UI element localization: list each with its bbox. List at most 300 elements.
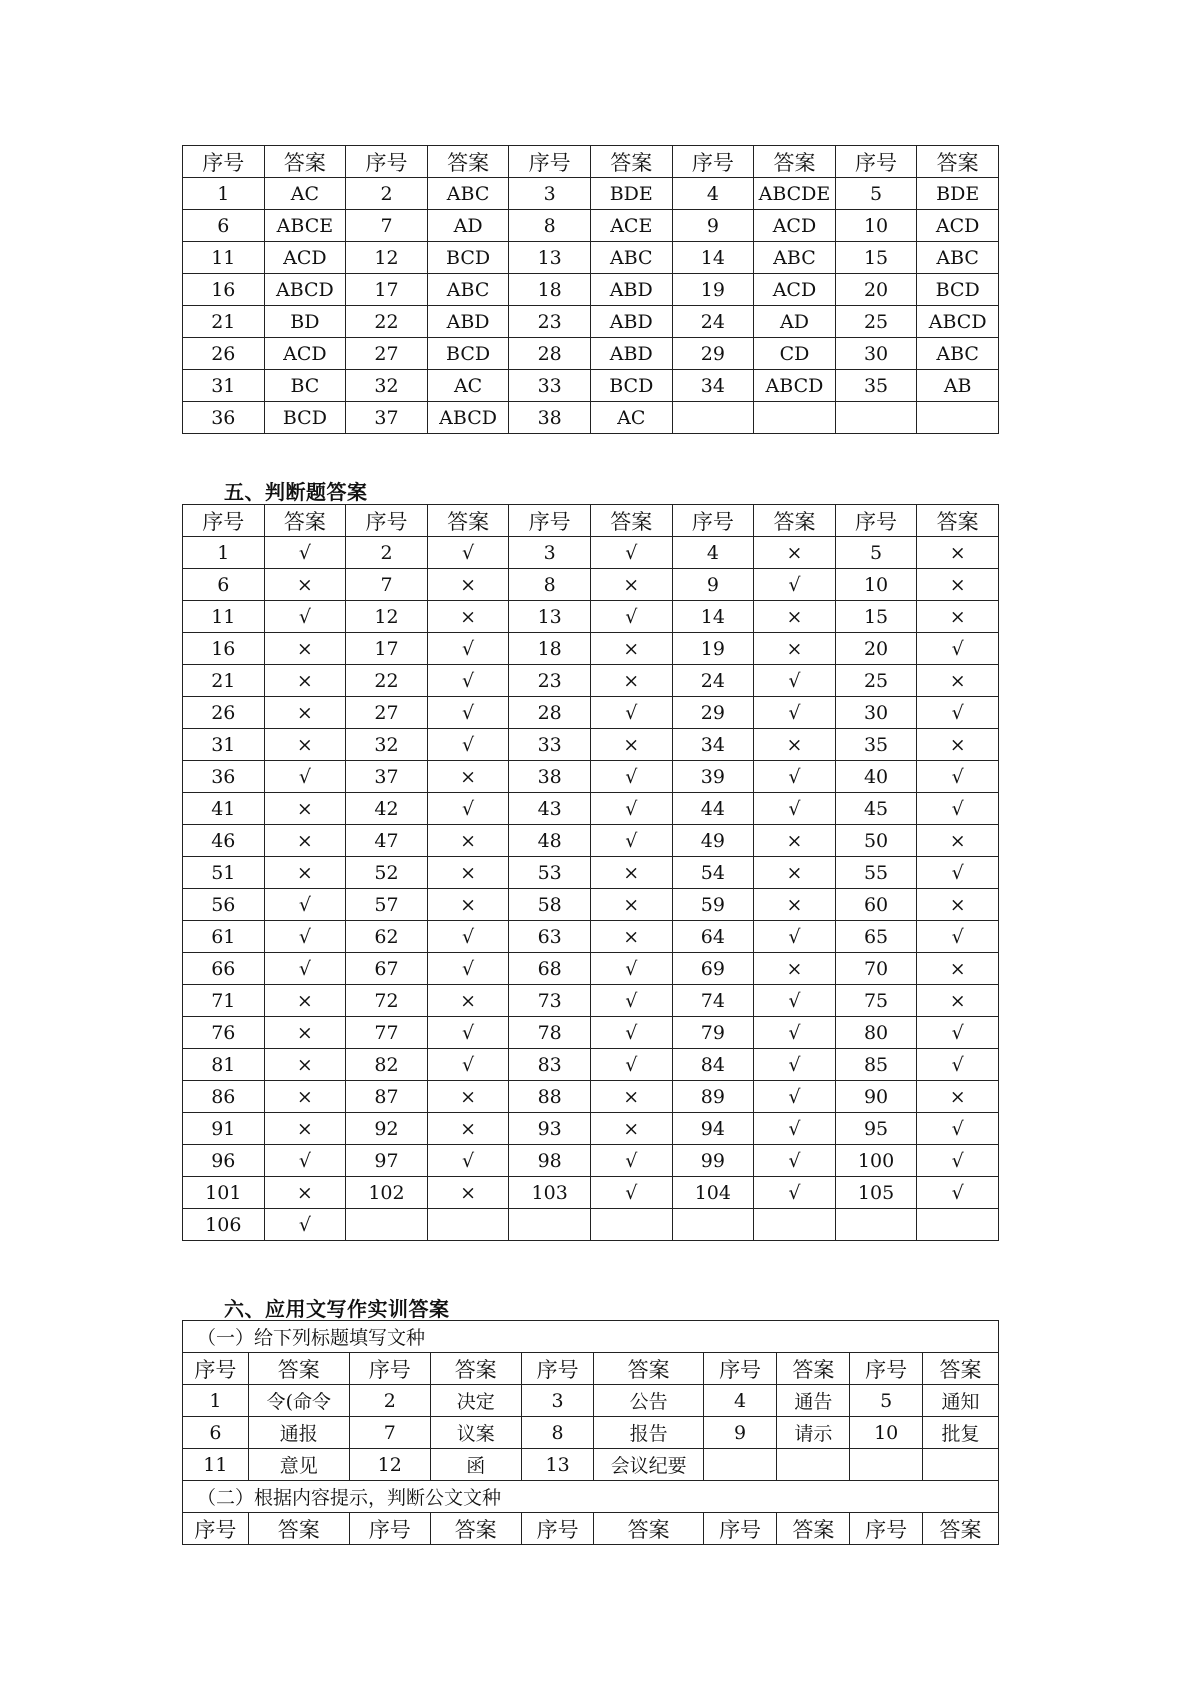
header-number: 序号: [850, 1353, 923, 1385]
answer-cell: ACD: [754, 274, 836, 306]
header-number: 序号: [521, 1513, 594, 1545]
question-number-cell: 43: [509, 793, 591, 825]
answer-cell: ×: [264, 985, 346, 1017]
header-answer: 答案: [754, 505, 836, 537]
question-number-cell: 53: [509, 857, 591, 889]
table-row: [183, 921, 999, 953]
answer-cell: √: [427, 537, 509, 569]
header-answer: 答案: [777, 1353, 850, 1385]
header-answer: 答案: [430, 1513, 521, 1545]
table-row: [183, 793, 999, 825]
answer-cell: ×: [917, 729, 999, 761]
part1-title-row: [183, 1321, 999, 1353]
answer-cell: 批复: [923, 1417, 999, 1449]
answer-cell: ×: [917, 825, 999, 857]
answer-cell: ABC: [427, 274, 509, 306]
question-number-cell: 21: [183, 665, 265, 697]
table-row: [183, 1113, 999, 1145]
header-number: 序号: [521, 1353, 594, 1385]
question-number-cell: 80: [835, 1017, 917, 1049]
header-number: 序号: [346, 505, 428, 537]
question-number-cell: 4: [672, 178, 754, 210]
answer-cell: BCD: [590, 370, 672, 402]
header-answer: 答案: [754, 146, 836, 178]
answer-cell: ×: [917, 985, 999, 1017]
question-number-cell: 105: [835, 1177, 917, 1209]
question-number-cell: 90: [835, 1081, 917, 1113]
question-number-cell: [835, 1209, 917, 1241]
answer-cell: √: [590, 601, 672, 633]
answer-cell: ×: [590, 1113, 672, 1145]
question-number-cell: 7: [349, 1417, 430, 1449]
question-number-cell: 74: [672, 985, 754, 1017]
table-row: [183, 665, 999, 697]
answer-cell: [754, 402, 836, 434]
answer-cell: √: [754, 1113, 836, 1145]
question-number-cell: 14: [672, 601, 754, 633]
answer-cell: ×: [264, 857, 346, 889]
question-number-cell: 52: [346, 857, 428, 889]
answer-cell: √: [590, 825, 672, 857]
answer-cell: ×: [917, 953, 999, 985]
answer-cell: ABC: [917, 242, 999, 274]
question-number-cell: 13: [509, 601, 591, 633]
answer-cell: √: [754, 761, 836, 793]
answer-cell: √: [590, 985, 672, 1017]
answer-cell: ×: [427, 985, 509, 1017]
question-number-cell: 81: [183, 1049, 265, 1081]
question-number-cell: 79: [672, 1017, 754, 1049]
header-number: 序号: [509, 505, 591, 537]
table-row: [183, 697, 999, 729]
answer-cell: √: [427, 665, 509, 697]
table-row: [183, 601, 999, 633]
question-number-cell: 45: [835, 793, 917, 825]
question-number-cell: 16: [183, 274, 265, 306]
question-number-cell: 72: [346, 985, 428, 1017]
question-number-cell: 2: [346, 178, 428, 210]
question-number-cell: 99: [672, 1145, 754, 1177]
question-number-cell: 104: [672, 1177, 754, 1209]
question-number-cell: 30: [835, 697, 917, 729]
answer-cell: √: [264, 889, 346, 921]
header-number: 序号: [835, 505, 917, 537]
question-number-cell: 19: [672, 274, 754, 306]
answer-cell: ×: [264, 569, 346, 601]
answer-cell: √: [590, 1017, 672, 1049]
question-number-cell: 92: [346, 1113, 428, 1145]
question-number-cell: 31: [183, 370, 265, 402]
question-number-cell: 27: [346, 697, 428, 729]
question-number-cell: 6: [183, 569, 265, 601]
answer-cell: √: [590, 1049, 672, 1081]
question-number-cell: 41: [183, 793, 265, 825]
table-row: [183, 338, 999, 370]
answer-cell: ×: [917, 537, 999, 569]
question-number-cell: 1: [183, 1385, 249, 1417]
question-number-cell: 83: [509, 1049, 591, 1081]
answer-cell: 函: [430, 1449, 521, 1481]
header-answer: 答案: [427, 505, 509, 537]
answer-cell: BC: [264, 370, 346, 402]
header-number: 序号: [349, 1353, 430, 1385]
answer-cell: AC: [264, 178, 346, 210]
answer-cell: ×: [264, 1081, 346, 1113]
question-number-cell: 4: [703, 1385, 777, 1417]
question-number-cell: 6: [183, 1417, 249, 1449]
answer-cell: √: [427, 793, 509, 825]
answer-cell: ×: [917, 665, 999, 697]
question-number-cell: [509, 1209, 591, 1241]
table-row: [183, 274, 999, 306]
answer-cell: ×: [264, 825, 346, 857]
question-number-cell: 77: [346, 1017, 428, 1049]
question-number-cell: 13: [521, 1449, 594, 1481]
question-number-cell: 63: [509, 921, 591, 953]
answer-cell: ×: [427, 601, 509, 633]
answer-cell: ×: [264, 1017, 346, 1049]
answer-cell: √: [917, 793, 999, 825]
question-number-cell: [672, 402, 754, 434]
question-number-cell: 97: [346, 1145, 428, 1177]
answer-cell: ×: [754, 729, 836, 761]
question-number-cell: 48: [509, 825, 591, 857]
answer-cell: ABD: [590, 306, 672, 338]
question-number-cell: 28: [509, 697, 591, 729]
answer-cell: ×: [917, 601, 999, 633]
answer-cell: √: [590, 1177, 672, 1209]
writing-answers-heading: 六、应用文写作实训答案: [224, 1297, 450, 1321]
answer-cell: ABCD: [264, 274, 346, 306]
answer-cell: √: [754, 1177, 836, 1209]
table-row: [183, 953, 999, 985]
question-number-cell: 103: [509, 1177, 591, 1209]
table-row: [183, 569, 999, 601]
answer-cell: 请示: [777, 1417, 850, 1449]
question-number-cell: 51: [183, 857, 265, 889]
answer-cell: 通报: [248, 1417, 349, 1449]
header-number: 序号: [346, 146, 428, 178]
question-number-cell: 59: [672, 889, 754, 921]
question-number-cell: 91: [183, 1113, 265, 1145]
question-number-cell: 36: [183, 761, 265, 793]
header-number: 序号: [183, 1353, 249, 1385]
question-number-cell: 106: [183, 1209, 265, 1241]
table-row: [183, 242, 999, 274]
answer-cell: AC: [590, 402, 672, 434]
question-number-cell: 87: [346, 1081, 428, 1113]
question-number-cell: 76: [183, 1017, 265, 1049]
answer-cell: √: [590, 953, 672, 985]
answer-cell: √: [590, 537, 672, 569]
answer-cell: ×: [427, 825, 509, 857]
answer-cell: √: [427, 729, 509, 761]
answer-cell: √: [427, 1017, 509, 1049]
question-number-cell: 39: [672, 761, 754, 793]
part2-title: （二）根据内容提示，判断公文文种: [183, 1481, 999, 1513]
answer-cell: ×: [590, 633, 672, 665]
answer-cell: 意见: [248, 1449, 349, 1481]
question-number-cell: 29: [672, 697, 754, 729]
question-number-cell: 34: [672, 370, 754, 402]
question-number-cell: 36: [183, 402, 265, 434]
answer-cell: ×: [427, 889, 509, 921]
table-row: [183, 985, 999, 1017]
header-number: 序号: [349, 1513, 430, 1545]
question-number-cell: 1: [183, 537, 265, 569]
table-row: [183, 178, 999, 210]
answer-cell: BCD: [427, 338, 509, 370]
answer-cell: √: [754, 697, 836, 729]
question-number-cell: 95: [835, 1113, 917, 1145]
answer-cell: ×: [264, 729, 346, 761]
answer-cell: √: [754, 985, 836, 1017]
question-number-cell: 71: [183, 985, 265, 1017]
answer-cell: ABCE: [264, 210, 346, 242]
answer-cell: ABCD: [917, 306, 999, 338]
question-number-cell: [346, 1209, 428, 1241]
question-number-cell: 58: [509, 889, 591, 921]
answer-cell: ×: [264, 1113, 346, 1145]
question-number-cell: 35: [835, 729, 917, 761]
answer-cell: AC: [427, 370, 509, 402]
question-number-cell: [672, 1209, 754, 1241]
answer-cell: √: [590, 793, 672, 825]
header-answer: 答案: [923, 1513, 999, 1545]
answer-cell: AB: [917, 370, 999, 402]
question-number-cell: 82: [346, 1049, 428, 1081]
question-number-cell: 29: [672, 338, 754, 370]
question-number-cell: 47: [346, 825, 428, 857]
answer-cell: ×: [917, 1081, 999, 1113]
answer-cell: √: [590, 697, 672, 729]
question-number-cell: 37: [346, 761, 428, 793]
question-number-cell: 34: [672, 729, 754, 761]
question-number-cell: 38: [509, 761, 591, 793]
answer-cell: BCD: [427, 242, 509, 274]
question-number-cell: 64: [672, 921, 754, 953]
answer-cell: ×: [264, 697, 346, 729]
table-row: [183, 1417, 999, 1449]
header-answer: 答案: [248, 1353, 349, 1385]
part1-title: （一）给下列标题填写文种: [183, 1321, 999, 1353]
table-row: [183, 306, 999, 338]
answer-cell: ACD: [917, 210, 999, 242]
question-number-cell: 2: [349, 1385, 430, 1417]
question-number-cell: 14: [672, 242, 754, 274]
question-number-cell: 11: [183, 242, 265, 274]
answer-cell: ×: [754, 953, 836, 985]
question-number-cell: 69: [672, 953, 754, 985]
question-number-cell: 61: [183, 921, 265, 953]
answer-cell: [917, 402, 999, 434]
question-number-cell: 32: [346, 729, 428, 761]
question-number-cell: 24: [672, 306, 754, 338]
question-number-cell: 96: [183, 1145, 265, 1177]
answer-cell: ×: [917, 569, 999, 601]
question-number-cell: 5: [835, 537, 917, 569]
table-row: [183, 729, 999, 761]
header-answer: 答案: [594, 1513, 703, 1545]
answer-cell: √: [264, 537, 346, 569]
header-answer: 答案: [923, 1353, 999, 1385]
answer-cell: [923, 1449, 999, 1481]
answer-cell: √: [754, 793, 836, 825]
answer-cell: ×: [264, 1049, 346, 1081]
question-number-cell: 2: [346, 537, 428, 569]
answer-cell: √: [917, 1177, 999, 1209]
question-number-cell: 88: [509, 1081, 591, 1113]
table-row: [183, 1049, 999, 1081]
question-number-cell: 84: [672, 1049, 754, 1081]
answer-cell: √: [754, 569, 836, 601]
answer-cell: 会议纪要: [594, 1449, 703, 1481]
question-number-cell: 8: [509, 210, 591, 242]
header-number: 序号: [703, 1353, 777, 1385]
question-number-cell: 78: [509, 1017, 591, 1049]
question-number-cell: 12: [346, 242, 428, 274]
judgment-answer-table: [182, 504, 999, 1241]
answer-cell: BD: [264, 306, 346, 338]
question-number-cell: 60: [835, 889, 917, 921]
table-row: [183, 889, 999, 921]
table-row: [183, 857, 999, 889]
multiple-choice-answer-table: [182, 145, 999, 434]
question-number-cell: 22: [346, 665, 428, 697]
answer-cell: ×: [590, 921, 672, 953]
answer-cell: ABC: [590, 242, 672, 274]
question-number-cell: 86: [183, 1081, 265, 1113]
question-number-cell: 5: [850, 1385, 923, 1417]
question-number-cell: 19: [672, 633, 754, 665]
question-number-cell: 26: [183, 338, 265, 370]
answer-cell: ×: [754, 825, 836, 857]
answer-cell: ×: [590, 665, 672, 697]
question-number-cell: 17: [346, 633, 428, 665]
question-number-cell: 17: [346, 274, 428, 306]
header-number: 序号: [183, 1513, 249, 1545]
header-number: 序号: [703, 1513, 777, 1545]
header-answer: 答案: [590, 505, 672, 537]
answer-cell: [777, 1449, 850, 1481]
answer-cell: ×: [427, 1177, 509, 1209]
table-row: [183, 1449, 999, 1481]
header-number: 序号: [672, 505, 754, 537]
question-number-cell: 70: [835, 953, 917, 985]
question-number-cell: 100: [835, 1145, 917, 1177]
question-number-cell: 10: [835, 210, 917, 242]
answer-cell: √: [427, 953, 509, 985]
question-number-cell: 3: [509, 178, 591, 210]
question-number-cell: 20: [835, 633, 917, 665]
question-number-cell: 21: [183, 306, 265, 338]
question-number-cell: [703, 1449, 777, 1481]
answer-cell: ×: [590, 889, 672, 921]
question-number-cell: 7: [346, 569, 428, 601]
question-number-cell: 8: [509, 569, 591, 601]
answer-cell: 决定: [430, 1385, 521, 1417]
question-number-cell: 49: [672, 825, 754, 857]
question-number-cell: 27: [346, 338, 428, 370]
answer-cell: ACD: [264, 338, 346, 370]
header-answer: 答案: [248, 1513, 349, 1545]
question-number-cell: 11: [183, 1449, 249, 1481]
answer-cell: [590, 1209, 672, 1241]
question-number-cell: 57: [346, 889, 428, 921]
header-number: 序号: [835, 146, 917, 178]
answer-cell: ×: [264, 1177, 346, 1209]
header-answer: 答案: [264, 505, 346, 537]
table-row: [183, 1081, 999, 1113]
answer-cell: ABD: [590, 274, 672, 306]
answer-cell: ×: [590, 857, 672, 889]
answer-cell: CD: [754, 338, 836, 370]
question-number-cell: 5: [835, 178, 917, 210]
header-number: 序号: [850, 1513, 923, 1545]
question-number-cell: 42: [346, 793, 428, 825]
question-number-cell: 32: [346, 370, 428, 402]
header-answer: 答案: [264, 146, 346, 178]
question-number-cell: 89: [672, 1081, 754, 1113]
question-number-cell: 18: [509, 633, 591, 665]
answer-cell: BCD: [917, 274, 999, 306]
header-number: 序号: [183, 146, 265, 178]
question-number-cell: 1: [183, 178, 265, 210]
table-row: [183, 1385, 999, 1417]
answer-cell: √: [427, 697, 509, 729]
header-answer: 答案: [917, 505, 999, 537]
header-row: [183, 1353, 999, 1385]
question-number-cell: 10: [850, 1417, 923, 1449]
header-row: [183, 505, 999, 537]
question-number-cell: 28: [509, 338, 591, 370]
table-row: [183, 1177, 999, 1209]
answer-cell: ABCD: [427, 402, 509, 434]
answer-cell: √: [427, 921, 509, 953]
header-number: 序号: [183, 505, 265, 537]
answer-cell: √: [754, 921, 836, 953]
question-number-cell: 101: [183, 1177, 265, 1209]
table-row: [183, 761, 999, 793]
answer-cell: ABD: [427, 306, 509, 338]
answer-cell: BDE: [590, 178, 672, 210]
answer-cell: √: [917, 1049, 999, 1081]
question-number-cell: 7: [346, 210, 428, 242]
answer-cell: √: [427, 633, 509, 665]
answer-cell: 通知: [923, 1385, 999, 1417]
answer-cell: ×: [590, 1081, 672, 1113]
answer-cell: ×: [754, 537, 836, 569]
answer-cell: ABC: [917, 338, 999, 370]
question-number-cell: 13: [509, 242, 591, 274]
answer-cell: 报告: [594, 1417, 703, 1449]
question-number-cell: 102: [346, 1177, 428, 1209]
question-number-cell: 20: [835, 274, 917, 306]
answer-cell: √: [264, 601, 346, 633]
answer-cell: ×: [917, 889, 999, 921]
answer-cell: √: [917, 1017, 999, 1049]
header-answer: 答案: [430, 1353, 521, 1385]
question-number-cell: 23: [509, 306, 591, 338]
answer-cell: √: [427, 1145, 509, 1177]
header-row: [183, 1513, 999, 1545]
question-number-cell: 93: [509, 1113, 591, 1145]
answer-cell: ×: [754, 633, 836, 665]
answer-cell: √: [917, 633, 999, 665]
question-number-cell: 24: [672, 665, 754, 697]
answer-cell: √: [264, 1209, 346, 1241]
answer-cell: √: [917, 697, 999, 729]
